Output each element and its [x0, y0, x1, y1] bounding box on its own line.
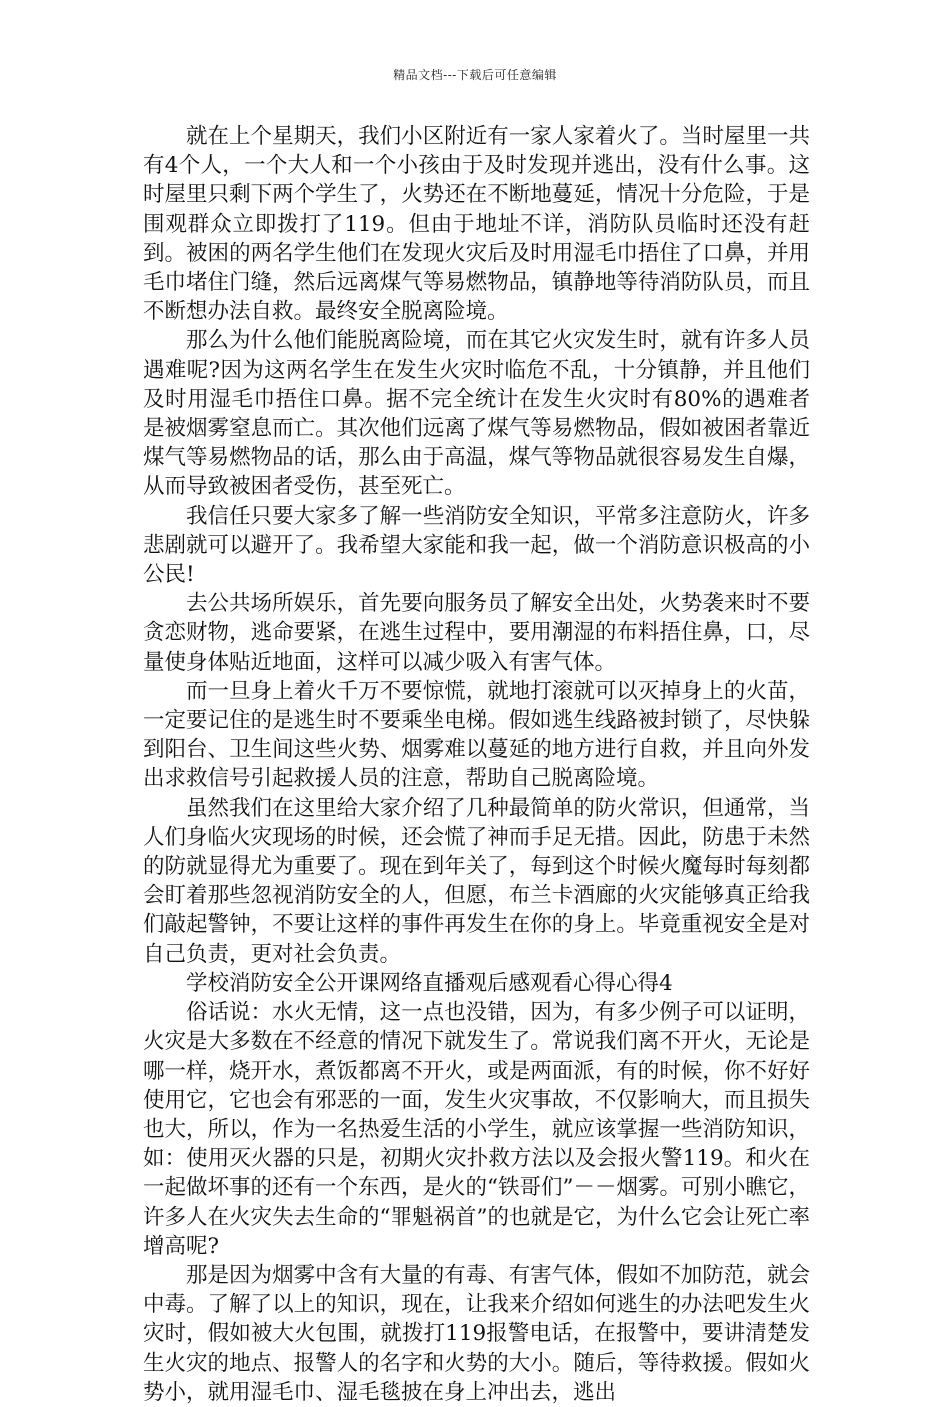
page-header: 精品文档---下载后可任意编辑 [393, 68, 557, 82]
paragraph-1: 就在上个星期天，我们小区附近有一家人家着火了。当时屋里一共有4个人，一个大人和一个小孩由于及时发现并逃出，没有什么事。这时屋里只剩下两个学生了，火势还在不断地蔓延，情况十分危险，于是围观群众立即拨打了119。但由于地址不详，消防队员临时还没有赶到。被困的两名学生他们在发现火灾后及时用湿毛巾捂住了口鼻，并用毛巾堵住门缝，然后远离煤气等易燃物品，镇静地等待消防队员，而且不断想办法自救。最终安全脱离险境。 [143, 124, 810, 325]
paragraph-4: 去公共场所娱乐，首先要向服务员了解安全出处，火势袭来时不要贪恋财物，逃命要紧，在逃生过程中，要用潮湿的布料捂住鼻，口，尽量使身体贴近地面，这样可以减少吸入有害气体。 [143, 591, 810, 675]
paragraph-2: 那么为什么他们能脱离险境，而在其它火灾发生时，就有许多人员遇难呢?因为这两名学生在发生火灾时临危不乱，十分镇静，并且他们及时用湿毛巾捂住口鼻。据不完全统计在发生火灾时有80%的遇难者是被烟雾窒息而亡。其次他们远离了煤气等易燃物品，假如被困者靠近煤气等易燃物品的话，那么由于高温，煤气等物品就很容易发生自爆，从而导致被困者受伤，甚至死亡。 [143, 328, 810, 500]
paragraph-7: 俗话说：水火无情，这一点也没错，因为，有多少例子可以证明，火灾是大多数在不经意的情况下就发生了。常说我们离不开火，无论是哪一样，烧开水，煮饭都离不开火，或是两面派，有的时候，你不好好使用它，它也会有邪恶的一面，发生火灾事故，不仅影响大，而且损失也大，所以，作为一名热爱生活的小学生，就应该掌握一些消防知识，如：使用灭火器的只是，初期火灾扑救方法以及会报火警119。和火在一起做坏事的还有一个东西，是火的“铁哥们”－－烟雾。可别小瞧它，许多人在火灾失去生命的“罪魁祸首”的也就是它，为什么它会让死亡率增高呢? [143, 1000, 810, 1259]
section-heading: 学校消防安全公开课网络直播观后感观看心得心得4 [186, 970, 673, 996]
paragraph-5: 而一旦身上着火千万不要惊慌，就地打滚就可以灭掉身上的火苗，一定要记住的是逃生时不要乘坐电梯。假如逃生线路被封锁了，尽快躲到阳台、卫生间这些火势、烟雾难以蔓延的地方进行自救，并且向外发出求救信号引起救援人员的注意，帮助自己脱离险境。 [143, 678, 810, 792]
paragraph-3: 我信任只要大家多了解一些消防安全知识，平常多注意防火，许多悲剧就可以避开了。我希望大家能和我一起，做一个消防意识极高的小公民! [143, 503, 810, 588]
document-body [143, 122, 810, 1407]
paragraph-8: 那是因为烟雾中含有大量的有毒、有害气体，假如不加防范，就会中毒。了解了以上的知识，现在，让我来介绍如何逃生的办法吧发生火灾时，假如被大火包围，就拨打119报警电话，在报警中，要讲清楚发生火灾的地点、报警人的名字和火势的大小。随后，等待救援。假如火势小，就用湿毛巾、湿毛毯披在身上冲出去，逃出 [143, 1262, 810, 1405]
paragraph-6: 虽然我们在这里给大家介绍了几种最简单的防火常识，但通常，当人们身临火灾现场的时候，还会慌了神而手足无措。因此，防患于未然的防就显得尤为重要了。现在到年关了，每到这个时候火魔每时每刻都会盯着那些忽视消防安全的人，但愿，布兰卡酒廊的火灾能够真正给我们敲起警钟，不要让这样的事件再发生在你的身上。毕竟重视安全是对自己负责，更对社会负责。 [143, 795, 810, 967]
